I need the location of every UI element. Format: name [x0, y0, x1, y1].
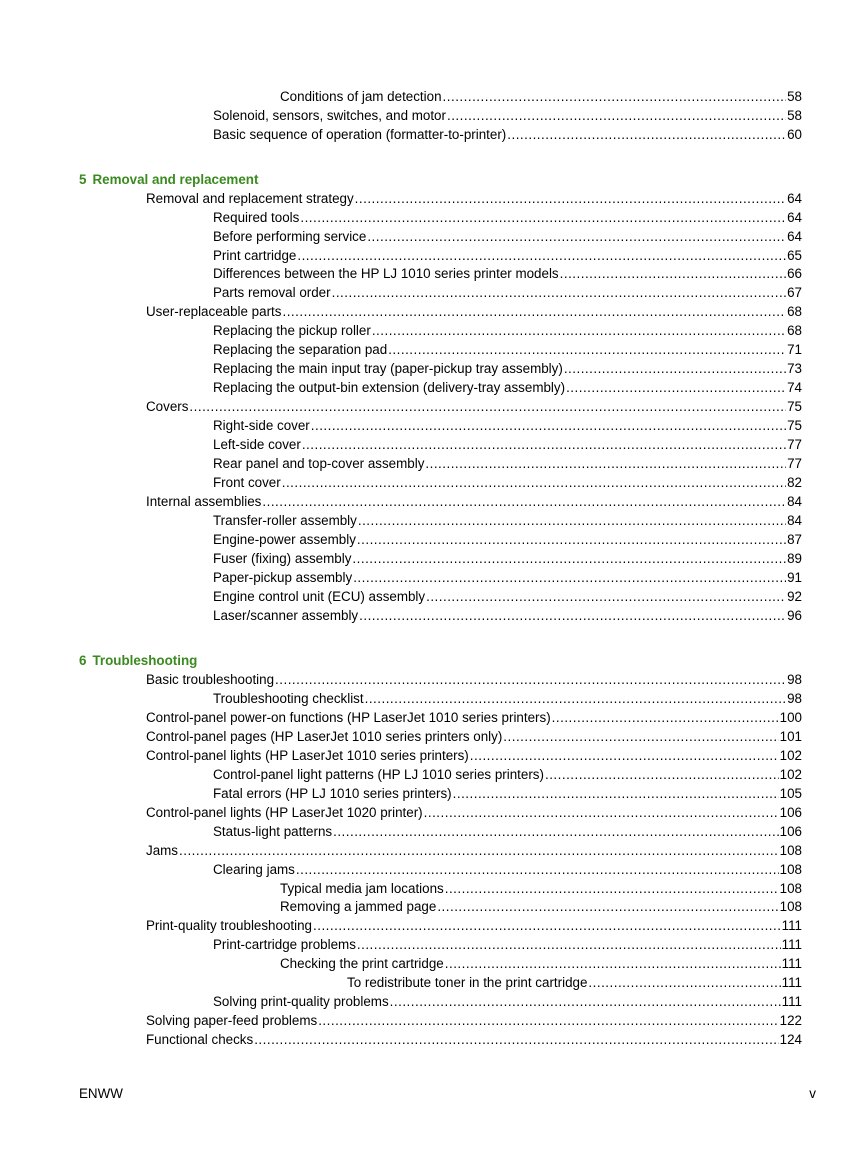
dot-leader [503, 727, 778, 746]
toc-entry-text: To redistribute toner in the print cartridge [347, 975, 588, 990]
toc-page-number: 84 [787, 513, 802, 528]
dot-leader [445, 879, 779, 898]
toc-page-number: 108 [779, 899, 802, 914]
toc-entry-text: Control-panel lights (HP LaserJet 1020 printer) [146, 805, 423, 820]
dot-leader [262, 492, 786, 511]
toc-entry[interactable] [213, 435, 802, 454]
toc-entry[interactable] [146, 302, 802, 321]
dot-leader [353, 568, 786, 587]
dot-leader [425, 454, 786, 473]
toc-entry[interactable] [146, 1030, 802, 1049]
dot-leader [254, 1030, 778, 1049]
toc-entry[interactable] [213, 454, 802, 473]
dot-leader [390, 992, 781, 1011]
toc-page-number: 108 [779, 881, 802, 896]
toc-entry[interactable] [213, 765, 802, 784]
toc-page-number: 64 [787, 191, 802, 206]
toc-entry-text: Rear panel and top-cover assembly [213, 456, 425, 471]
toc-page-number: 82 [787, 475, 802, 490]
toc-page-number: 108 [779, 843, 802, 858]
toc-entry[interactable] [213, 283, 802, 302]
toc-page-number: 75 [787, 399, 802, 414]
toc-entry-text: Jams [146, 843, 178, 858]
toc-page-number: 98 [787, 672, 802, 687]
toc-entry[interactable] [280, 879, 802, 898]
toc-entry-text: Control-panel light patterns (HP LJ 1010 series printers) [213, 767, 544, 782]
toc-entry[interactable] [347, 973, 802, 992]
toc-page-number: 105 [779, 786, 802, 801]
toc-page-number: 64 [787, 229, 802, 244]
toc-entry[interactable] [213, 606, 802, 625]
dot-leader [297, 246, 786, 265]
toc-entry[interactable] [213, 935, 802, 954]
toc-entry-text: Control-panel lights (HP LaserJet 1010 series printers) [146, 748, 469, 763]
dot-leader [332, 283, 787, 302]
toc-page-number: 91 [787, 570, 802, 585]
dot-leader [333, 822, 779, 841]
toc-page-number: 106 [779, 824, 802, 839]
dot-leader [564, 359, 786, 378]
toc-entry-text: Fatal errors (HP LJ 1010 series printers) [213, 786, 452, 801]
toc-page-number: 68 [787, 323, 802, 338]
toc-entry[interactable] [213, 227, 802, 246]
toc-entry[interactable] [146, 397, 802, 416]
toc-entry[interactable] [213, 822, 802, 841]
toc-page-number: 77 [787, 437, 802, 452]
dot-leader [275, 670, 786, 689]
toc-entry-text: Print cartridge [213, 248, 297, 263]
toc-entry[interactable] [213, 473, 802, 492]
toc-entry-text: Basic troubleshooting [146, 672, 275, 687]
toc-entry-text: Left-side cover [213, 437, 301, 452]
toc-page-number: 122 [779, 1013, 802, 1028]
toc-entry-text: Print-quality troubleshooting [146, 918, 312, 933]
toc-entry[interactable] [280, 954, 802, 973]
toc-entry[interactable] [146, 916, 802, 935]
dot-leader [507, 125, 786, 144]
toc-entry-text: Troubleshooting checklist [213, 691, 364, 706]
toc-entry[interactable] [213, 992, 802, 1011]
toc-entry-text: Front cover [213, 475, 281, 490]
toc-entry-text: Conditions of jam detection [280, 89, 442, 104]
toc-entry-text: Functional checks [146, 1032, 254, 1047]
dot-leader [426, 587, 786, 606]
toc-entry[interactable] [280, 87, 802, 106]
dot-leader [560, 264, 786, 283]
toc-entry[interactable] [213, 530, 802, 549]
toc-entry-text: Checking the print cartridge [280, 956, 444, 971]
toc-page-number: 102 [779, 748, 802, 763]
toc-entry-text: Removing a jammed page [280, 899, 437, 914]
toc-page-number: 89 [787, 551, 802, 566]
toc-page-number: 60 [787, 127, 802, 142]
toc-entry[interactable] [213, 568, 802, 587]
dot-leader [388, 340, 786, 359]
toc-entry-text: Replacing the output-bin extension (delivery-tray assembly) [213, 380, 566, 395]
toc-entry[interactable] [213, 359, 802, 378]
toc-entry-text: Solving print-quality problems [213, 994, 389, 1009]
dot-leader [318, 1011, 778, 1030]
toc-page-number: 71 [787, 342, 802, 357]
toc-page-number: 102 [779, 767, 802, 782]
toc-page-number: 111 [781, 956, 802, 971]
toc-entry-text: Required tools [213, 210, 300, 225]
toc-entry[interactable] [213, 106, 802, 125]
toc-entry-text: Control-panel power-on functions (HP LaserJet 1010 series printers) [146, 710, 551, 725]
toc-page-number: 92 [787, 589, 802, 604]
dot-leader [588, 973, 780, 992]
toc-entry[interactable] [146, 670, 802, 689]
dot-leader [302, 435, 786, 454]
toc-entry-text: Fuser (fixing) assembly [213, 551, 352, 566]
footer-page-number: v [809, 1086, 816, 1101]
toc-page-number: 101 [779, 729, 802, 744]
toc-page-number: 96 [787, 608, 802, 623]
dot-leader [453, 784, 779, 803]
dot-leader [365, 689, 786, 708]
toc-page-number: 65 [787, 248, 802, 263]
chapter-number: 6 [79, 653, 87, 668]
toc-page-number: 111 [781, 918, 802, 933]
toc-entry-text: Laser/scanner assembly [213, 608, 359, 623]
toc-entry[interactable] [213, 246, 802, 265]
toc-entry[interactable] [213, 549, 802, 568]
toc-entry-text: User-replaceable parts [146, 304, 282, 319]
toc-entry[interactable] [213, 264, 802, 283]
toc-entry-text: Status-light patterns [213, 824, 333, 839]
toc-entry[interactable] [213, 860, 802, 879]
dot-leader [179, 841, 779, 860]
dot-leader [445, 954, 781, 973]
toc-page-number: 98 [787, 691, 802, 706]
toc-entry[interactable] [146, 746, 802, 765]
toc-entry[interactable] [146, 841, 802, 860]
toc-page-number: 111 [781, 994, 802, 1009]
toc-entry[interactable] [213, 125, 802, 144]
dot-leader [552, 708, 779, 727]
dot-leader [282, 473, 786, 492]
toc-entry[interactable] [213, 689, 802, 708]
toc-entry-text: Before performing service [213, 229, 367, 244]
toc-entry-text: Transfer-roller assembly [213, 513, 357, 528]
toc-page-number: 64 [787, 210, 802, 225]
toc-entry[interactable] [213, 784, 802, 803]
dot-leader [424, 803, 779, 822]
dot-leader [358, 511, 786, 530]
toc-page-number: 111 [781, 975, 802, 990]
toc-entry-text: Control-panel pages (HP LaserJet 1010 series printers only) [146, 729, 503, 744]
toc-entry-text: Differences between the HP LJ 1010 series printer models [213, 266, 559, 281]
toc-entry-text: Removal and replacement strategy [146, 191, 354, 206]
toc-entry[interactable] [146, 1011, 802, 1030]
toc-entry[interactable] [213, 378, 802, 397]
toc-page-number: 124 [779, 1032, 802, 1047]
toc-entry-text: Typical media jam locations [280, 881, 444, 896]
toc-entry-text: Paper-pickup assembly [213, 570, 353, 585]
toc-entry[interactable] [146, 492, 802, 511]
toc-entry[interactable] [146, 189, 802, 208]
toc-entry[interactable] [213, 587, 802, 606]
dot-leader [470, 746, 779, 765]
toc-page-number: 77 [787, 456, 802, 471]
dot-leader [372, 321, 786, 340]
dot-leader [357, 530, 786, 549]
toc-entry-text: Engine control unit (ECU) assembly [213, 589, 426, 604]
toc-page-number: 84 [787, 494, 802, 509]
toc-entry[interactable] [146, 727, 802, 746]
toc-entry-text: Parts removal order [213, 285, 331, 300]
toc-page-number: 111 [781, 937, 802, 952]
dot-leader [443, 87, 787, 106]
toc-page-number: 87 [787, 532, 802, 547]
dot-leader [437, 897, 778, 916]
toc-entry-text: Replacing the main input tray (paper-pickup tray assembly) [213, 361, 563, 376]
dot-leader [367, 227, 786, 246]
toc-page-number: 108 [779, 862, 802, 877]
footer-label: ENWW [79, 1086, 123, 1101]
toc-entry-text: Basic sequence of operation (formatter-to-printer) [213, 127, 507, 142]
toc-entry[interactable] [146, 803, 802, 822]
toc-entry-text: Engine-power assembly [213, 532, 356, 547]
toc-entry-text: Print-cartridge problems [213, 937, 356, 952]
toc-page-number: 106 [779, 805, 802, 820]
toc-page-number: 68 [787, 304, 802, 319]
dot-leader [355, 189, 786, 208]
toc-entry[interactable] [213, 208, 802, 227]
chapter-heading-troubleshooting[interactable] [79, 651, 197, 670]
toc-entry[interactable] [213, 321, 802, 340]
toc-page-number: 74 [787, 380, 802, 395]
dot-leader [352, 549, 786, 568]
dot-leader [282, 302, 786, 321]
toc-entry[interactable] [213, 416, 802, 435]
toc-page-number: 67 [787, 285, 802, 300]
dot-leader [300, 208, 786, 227]
dot-leader [296, 860, 779, 879]
toc-entry-text: Right-side cover [213, 418, 310, 433]
toc-entry-text: Replacing the pickup roller [213, 323, 371, 338]
toc-entry-text: Replacing the separation pad [213, 342, 388, 357]
toc-page-number: 66 [787, 266, 802, 281]
dot-leader [313, 916, 781, 935]
dot-leader [357, 935, 781, 954]
chapter-number: 5 [79, 172, 87, 187]
toc-page-number: 58 [787, 89, 802, 104]
toc-page-number: 100 [779, 710, 802, 725]
toc-entry-text: Solving paper-feed problems [146, 1013, 318, 1028]
toc-entry-text: Clearing jams [213, 862, 295, 877]
toc-entry-text: Internal assemblies [146, 494, 262, 509]
toc-entry[interactable] [280, 897, 802, 916]
toc-page-number: 73 [787, 361, 802, 376]
toc-page-number: 75 [787, 418, 802, 433]
dot-leader [447, 106, 786, 125]
toc-entry-text: Covers [146, 399, 189, 414]
dot-leader [566, 378, 786, 397]
toc-entry-text: Solenoid, sensors, switches, and motor [213, 108, 446, 123]
chapter-title: Troubleshooting [92, 653, 198, 668]
chapter-title: Removal and replacement [92, 172, 259, 187]
dot-leader [545, 765, 779, 784]
toc-entry[interactable] [213, 511, 802, 530]
chapter-heading-removal-and-replacement[interactable] [79, 170, 258, 189]
toc-entry[interactable] [213, 340, 802, 359]
dot-leader [189, 397, 786, 416]
dot-leader [311, 416, 786, 435]
dot-leader [359, 606, 786, 625]
toc-page-number: 58 [787, 108, 802, 123]
toc-entry[interactable] [146, 708, 802, 727]
